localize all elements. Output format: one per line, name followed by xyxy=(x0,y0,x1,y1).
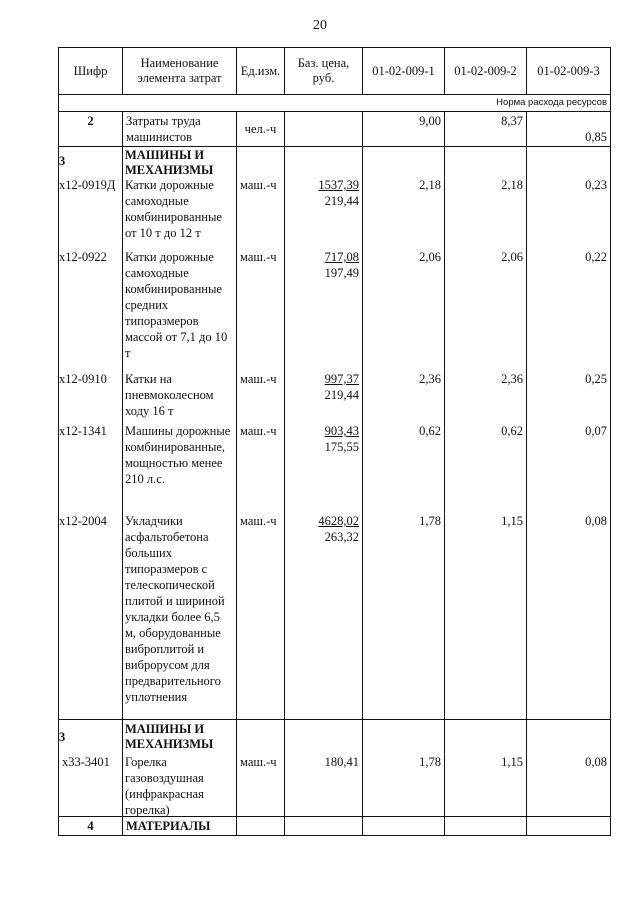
header-col1: 01-02-009-1 xyxy=(363,48,445,95)
m3-price2: 175,55 xyxy=(324,440,359,454)
m3-v2: 0,62 xyxy=(501,424,523,438)
subheader-text: Норма расхода ресурсов xyxy=(59,95,611,112)
m4-name: Укладчики асфальтобетона больших типоразмеров с телескопической плитой и шириной укладки более 6,5 м, оборудованные виброплитой и виброрусом для предварительного уплотнения xyxy=(125,514,225,704)
m3-price: 903,43 xyxy=(324,424,359,438)
m1-name: Катки дорожные самоходные комбинированные средних типоразмеров массой от 7,1 до 10 т xyxy=(125,250,228,360)
m2-v3: 0,25 xyxy=(585,372,607,386)
m1-v2: 2,06 xyxy=(501,250,523,264)
m0-name: Катки дорожные самоходные комбинированные от 10 т до 12 т xyxy=(125,178,222,240)
m2-price2: 219,44 xyxy=(324,388,359,402)
section1-title: МАШИНЫ И МЕХАНИЗМЫ xyxy=(125,148,214,177)
burner-price: 180,41 xyxy=(324,755,359,769)
labor-price xyxy=(285,112,363,147)
m4-price2: 263,32 xyxy=(324,530,359,544)
m1-price: 717,08 xyxy=(324,250,359,264)
burner-v3: 0,08 xyxy=(585,755,607,769)
m2-price: 997,37 xyxy=(324,372,359,386)
section-materials-row xyxy=(59,817,611,836)
burner-v1: 1,78 xyxy=(419,755,441,769)
m4-v2: 1,15 xyxy=(501,514,523,528)
m0-v2: 2,18 xyxy=(501,178,523,192)
m3-v1: 0,62 xyxy=(419,424,441,438)
m4-price: 4628,02 xyxy=(318,514,359,528)
m4-v1: 1,78 xyxy=(419,514,441,528)
m0-v3: 0,23 xyxy=(585,178,607,192)
labor-v3: 0,85 xyxy=(527,112,611,147)
m2-unit: маш.-ч xyxy=(240,372,277,386)
labor-v1: 9,00 xyxy=(363,112,445,147)
section-burner-row xyxy=(59,720,611,817)
m0-code: х12-0919Д xyxy=(59,178,116,192)
labor-v2: 8,37 xyxy=(445,112,527,147)
header-name: Наименование элемента затрат xyxy=(123,48,237,95)
resource-norms-table xyxy=(58,47,611,836)
header-code: Шифр xyxy=(59,48,123,95)
labor-unit: чел.-ч xyxy=(237,112,285,147)
m4-code: х12-2004 xyxy=(59,514,107,528)
burner-code: х33-3401 xyxy=(62,755,110,769)
section2-num: 3 xyxy=(59,730,66,744)
m4-unit: маш.-ч xyxy=(240,514,277,528)
m0-unit: маш.-ч xyxy=(240,178,277,192)
m2-code: х12-0910 xyxy=(59,372,107,386)
m2-name: Катки на пневмоколесном ходу 16 т xyxy=(125,372,214,418)
section3-num: 4 xyxy=(59,817,123,836)
section2-title: МАШИНЫ И МЕХАНИЗМЫ xyxy=(125,722,214,751)
burner-unit: маш.-ч xyxy=(240,755,277,769)
burner-v2: 1,15 xyxy=(501,755,523,769)
header-row xyxy=(59,48,611,95)
m3-unit: маш.-ч xyxy=(240,424,277,438)
m2-v1: 2,36 xyxy=(419,372,441,386)
subheader-row xyxy=(59,95,611,112)
m3-code: х12-1341 xyxy=(59,424,107,438)
page-number: 20 xyxy=(313,18,327,33)
m0-v1: 2,18 xyxy=(419,178,441,192)
labor-num: 2 xyxy=(59,112,123,147)
section-machines-row xyxy=(59,147,611,720)
section1-num: 3 xyxy=(59,154,66,168)
burner-name: Горелка газовоздушная (инфракрасная горелка) xyxy=(125,755,204,817)
header-unit: Ед.изм. xyxy=(237,48,285,95)
m1-v3: 0,22 xyxy=(585,250,607,264)
m1-code: х12-0922 xyxy=(59,250,107,264)
labor-name: Затраты труда машинистов xyxy=(123,112,237,147)
m4-v3: 0,08 xyxy=(585,514,607,528)
m1-unit: маш.-ч xyxy=(240,250,277,264)
header-col2: 01-02-009-2 xyxy=(445,48,527,95)
m0-price: 1537,39 xyxy=(318,178,359,192)
m0-price2: 219,44 xyxy=(324,194,359,208)
m3-v3: 0,07 xyxy=(585,424,607,438)
m1-v1: 2,06 xyxy=(419,250,441,264)
m3-name: Машины дорожные комбинированные, мощностью менее 210 л.с. xyxy=(125,424,231,486)
table-row xyxy=(59,112,611,147)
section3-title: МАТЕРИАЛЫ xyxy=(123,817,237,836)
header-col3: 01-02-009-3 xyxy=(527,48,611,95)
header-price: Баз. цена, руб. xyxy=(285,48,363,95)
m1-price2: 197,49 xyxy=(324,266,359,280)
m2-v2: 2,36 xyxy=(501,372,523,386)
